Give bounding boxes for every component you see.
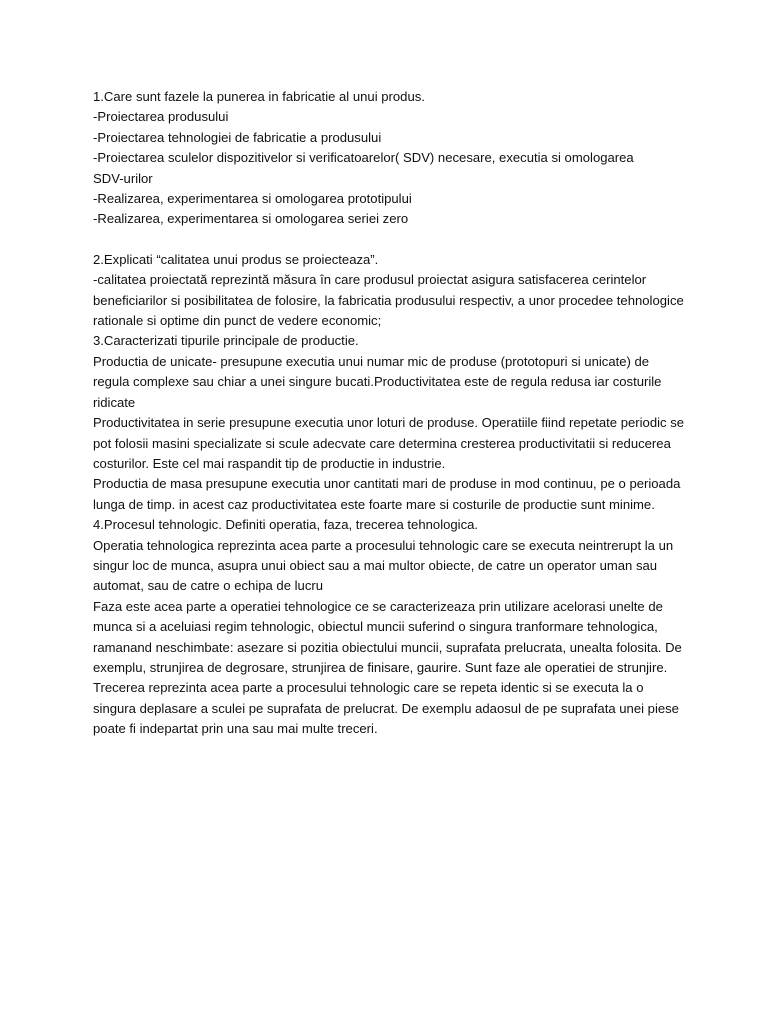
question-3-paragraph: Productivitatea in serie presupune executia unor loturi de produse. Operatiile fiind repetate periodic se pot folosii masini specializate si scule adecvate care determina cresterea productivitatii si reducerea costurilor. Este cel mai raspandit tip de productie in industrie. bbox=[93, 415, 685, 471]
question-3-paragraph: Productia de unicate- presupune executia unui numar mic de produse (prototopuri si unicate) de regula complexe sau chiar a unei singure bucati.Productivitatea este de regula redusa iar costurile ridicate bbox=[93, 353, 662, 410]
question-4-title: 4.Procesul tehnologic. Definiti operatia, faza, trecerea tehnologica. bbox=[93, 517, 479, 533]
question-3-title: 3.Caracterizati tipurile principale de productie. bbox=[93, 333, 359, 349]
list-item: -Proiectarea produsului bbox=[93, 109, 229, 125]
list-item: SDV-urilor bbox=[93, 170, 153, 186]
question-4-paragraph: Trecerea reprezinta acea parte a procesului tehnologic care se repeta identic si se executa la o singura deplasare a sculei pe suprafata de prelucrat. De exemplu adaosul de pe suprafata unei piese poate fi indepartat prin una sau mai multe treceri. bbox=[93, 680, 679, 737]
question-4-paragraph: Operatia tehnologica reprezinta acea parte a procesului tehnologic care se executa neintrerupt la un singur loc de munca, asupra unui obiect sau a mai multor obiecte, de catre un operator uman sau automat, sau de catre o echipa de lucru bbox=[93, 537, 674, 594]
question-2-answer: -calitatea proiectată reprezintă măsura în care produsul proiectat asigura satisfacerea cerintelor beneficiarilor si posibilitatea de folosire, la fabricatia produsului respectiv, a unor procedee tehnologice rationale si optime din punct de vedere economic; bbox=[93, 272, 684, 329]
list-item: -Proiectarea tehnologiei de fabricatie a produsului bbox=[93, 129, 382, 145]
document-page bbox=[93, 87, 689, 740]
question-1-list bbox=[93, 107, 689, 229]
list-item: -Realizarea, experimentarea si omologarea prototipului bbox=[93, 191, 412, 207]
question-3-paragraph: Productia de masa presupune executia unor cantitati mari de produse in mod continuu, pe o perioada lunga de timp. in acest caz productivitatea este foarte mare si costurile de productie sunt minime. bbox=[93, 476, 681, 512]
question-2-title: 2.Explicati “calitatea unui produs se proiecteaza”. bbox=[93, 251, 379, 267]
list-item: -Realizarea, experimentarea si omologarea seriei zero bbox=[93, 211, 409, 227]
list-item: -Proiectarea sculelor dispozitivelor si verificatoarelor( SDV) necesare, executia si omologarea bbox=[93, 150, 634, 166]
question-4-paragraph: Faza este acea parte a operatiei tehnologice ce se caracterizeaza prin utilizare acelorasi unelte de munca si a aceluiasi regim tehnologic, obiectul muncii suferind o singura tranformare tehnologica, ramanand neschimbate: asezare si pozitia obiectului muncii, suprafata prelucrata, unealta folosita. De exemplu, strunjirea de degrosare, strunjirea de finisare, gaurire. Sunt faze ale operatiei de strunjire. bbox=[93, 598, 682, 675]
question-1-title: 1.Care sunt fazele la punerea in fabricatie al unui produs. bbox=[93, 89, 425, 104]
